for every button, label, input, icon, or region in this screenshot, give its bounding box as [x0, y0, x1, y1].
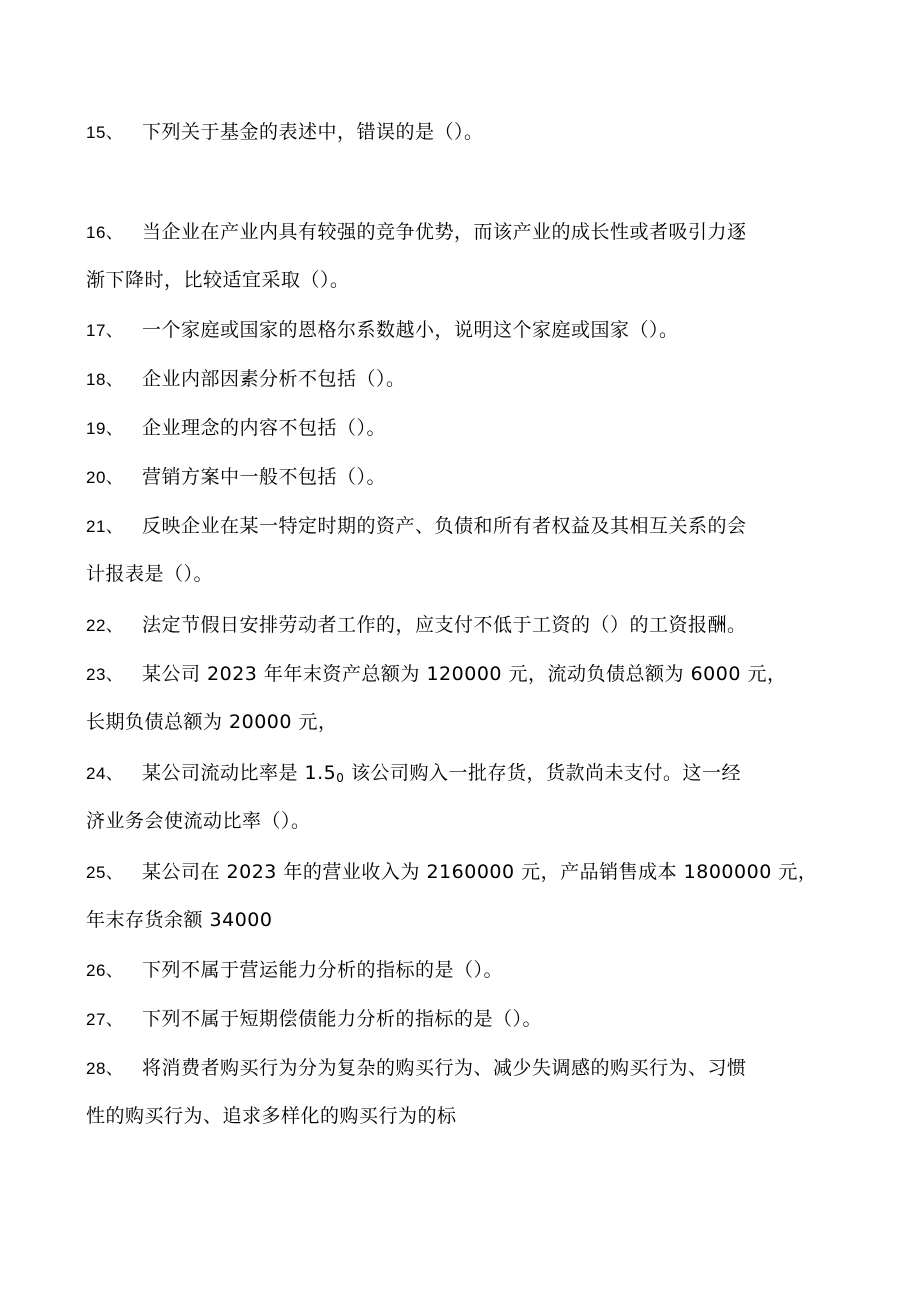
question-text: 营销方案中一般不包括（）。: [142, 466, 387, 488]
question-25: [86, 848, 826, 944]
question-text: 某公司 2023 年年末资产总额为 120000 元，流动负债总额为 6000 元，: [142, 663, 787, 685]
question-22: [86, 601, 826, 649]
question-text: 法定节假日安排劳动者工作的，应支付不低于工资的（）的工资报酬。: [142, 614, 747, 636]
question-number: 18、: [86, 370, 124, 389]
question-number: 25、: [86, 863, 124, 882]
question-26: [86, 946, 826, 994]
question-24: [86, 749, 826, 845]
question-text: 一个家庭或国家的恩格尔系数越小，说明这个家庭或国家（）。: [142, 319, 679, 341]
question-number: 23、: [86, 665, 124, 684]
question-text-continued: 计报表是（）。: [86, 563, 214, 585]
question-text-continued: 济业务会使流动比率（）。: [86, 810, 311, 832]
question-text: 企业理念的内容不包括（）。: [142, 417, 387, 439]
question-number: 22、: [86, 616, 124, 635]
question-21: [86, 502, 826, 598]
question-16: [86, 208, 826, 304]
subscript: 0: [336, 771, 345, 785]
question-text-continued: 渐下降时，比较适宜采取（）。: [86, 269, 350, 291]
question-number: 20、: [86, 468, 124, 487]
question-text-part: 该公司购入一批存货，货款尚未支付。这一经: [344, 762, 741, 784]
question-17: [86, 306, 826, 354]
question-text: 反映企业在某一特定时期的资产、负债和所有者权益及其相互关系的会: [142, 515, 747, 537]
question-number: 15、: [86, 123, 124, 142]
question-number: 19、: [86, 419, 124, 438]
question-28: [86, 1044, 826, 1140]
question-23: [86, 650, 826, 746]
question-19: [86, 404, 826, 452]
question-number: 27、: [86, 1010, 124, 1029]
question-text: 企业内部因素分析不包括（）。: [142, 368, 406, 390]
question-number: 26、: [86, 961, 124, 980]
question-18: [86, 355, 826, 403]
question-text-continued: 长期负债总额为 20000 元，: [86, 711, 338, 733]
question-text: 某公司在 2023 年的营业收入为 2160000 元，产品销售成本 1800000 元，: [142, 861, 818, 883]
question-text: 当企业在产业内具有较强的竞争优势，而该产业的成长性或者吸引力逐: [142, 221, 747, 243]
question-27: [86, 995, 826, 1043]
question-text: 下列不属于短期偿债能力分析的指标的是（）。: [142, 1008, 543, 1030]
question-text: 将消费者购买行为分为复杂的购买行为、减少失调感的购买行为、习惯: [142, 1057, 747, 1079]
question-text-part: 某公司流动比率是 1.5: [142, 762, 337, 784]
question-number: 16、: [86, 223, 124, 242]
question-number: 21、: [86, 517, 124, 536]
question-number: 24、: [86, 764, 124, 783]
question-15: [86, 108, 826, 156]
question-text-continued: 性的购买行为、追求多样化的购买行为的标: [86, 1105, 457, 1127]
question-text: 下列关于基金的表述中，错误的是（）。: [142, 121, 484, 143]
question-number: 17、: [86, 321, 124, 340]
question-text-continued: 年末存货余额 34000: [86, 909, 273, 931]
question-20: [86, 453, 826, 501]
question-text: 下列不属于营运能力分析的指标的是（）。: [142, 959, 504, 981]
question-number: 28、: [86, 1059, 124, 1078]
